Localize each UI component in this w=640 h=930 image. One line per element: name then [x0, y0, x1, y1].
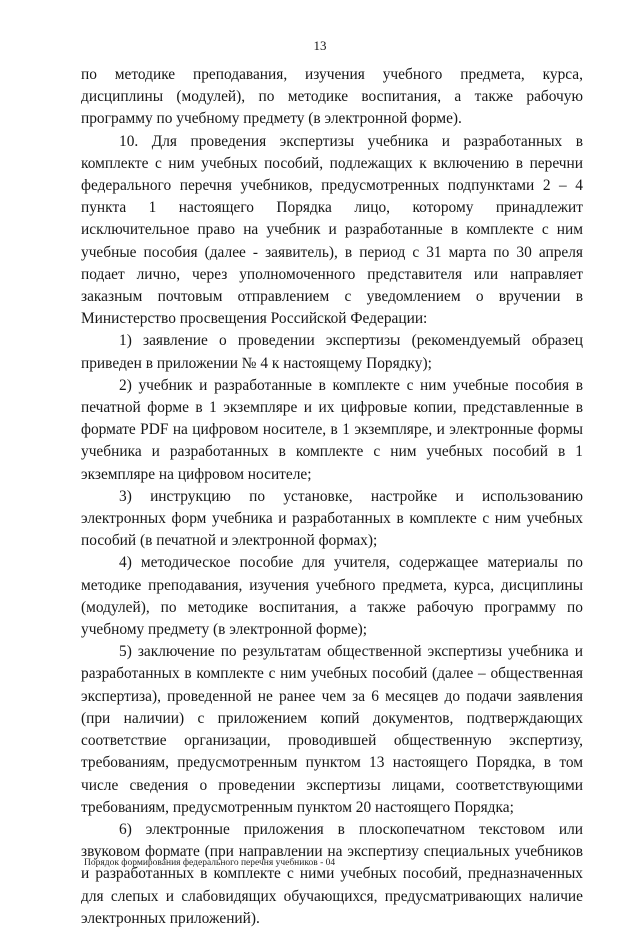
document-body	[81, 64, 583, 930]
list-item-3: 3) инструкцию по установке, настройке и использованию электронных форм учебника и разработанных в комплекте с ним учебных пособий (в печатной и электронной формах);	[81, 487, 583, 550]
list-item-2: 2) учебник и разработанные в комплекте с ним учебные пособия в печатной форме в 1 экземпляре и их цифровые копии, представленные в формате PDF на цифровом носителе, в 1 экземпляре, и электронные формы учебника и разработанных в комплекте с ним учебных пособий в 1 экземпляре на цифровом носителе;	[81, 376, 583, 483]
list-item-5: 5) заключение по результатам общественной экспертизы учебника и разработанных в комплекте с ним учебных пособий (далее – общественная экспертиза), проведенной не ранее чем за 6 месяцев до подачи заявления (при наличии) с приложением копий документов, подтверждающих соответствие организации, проводившей общественную экспертизу, требованиям, предусмотренным пунктом 13 настоящего Порядка, в том числе сведения о проведении экспертизы лицами, соответствующими требованиям, предусмотренным пунктом 20 настоящего Порядка;	[81, 643, 583, 816]
list-item-1: 1) заявление о проведении экспертизы (рекомендуемый образец приведен в приложении № 4 к настоящему Порядку);	[81, 332, 583, 372]
list-item-4: 4) методическое пособие для учителя, содержащее материалы по методике преподавания, изучения учебного предмета, курса, дисциплины (модулей), по методике воспитания, а также рабочую программу по учебному предмету (в электронной форме);	[81, 554, 583, 639]
page-footer: Порядок формирования федерального перечня учебников - 04	[84, 858, 336, 868]
paragraph-continuation: по методике преподавания, изучения учебного предмета, курса, дисциплины (модулей), по методике воспитания, а также рабочую программу по учебному предмету (в электронной форме).	[81, 66, 583, 128]
list-item-6: 6) электронные приложения в плоскопечатном текстовом или звуковом формате (при направлении на экспертизу специальных учебников и разработанных в комплекте с ними учебных пособий, предназначенных для слепых и слабовидящих обучающихся, предусматривающих наличие электронных приложений).	[81, 820, 583, 927]
paragraph-item-10: 10. Для проведения экспертизы учебника и разработанных в комплекте с ним учебных пособий, подлежащих к включению в перечни федерального перечня учебников, предусмотренных подпунктами 2 – 4 пункта 1 настоящего Порядка лицо, которому принадлежит исключительное право на учебник и разработанные в комплекте с ним учебные пособия (далее - заявитель), в период с 31 марта по 30 апреля подает лично, через уполномоченного представителя или направляет заказным почтовым отправлением с уведомлением о вручении в Министерство просвещения Российской Федерации:	[81, 132, 583, 328]
page-number: 13	[313, 38, 327, 53]
